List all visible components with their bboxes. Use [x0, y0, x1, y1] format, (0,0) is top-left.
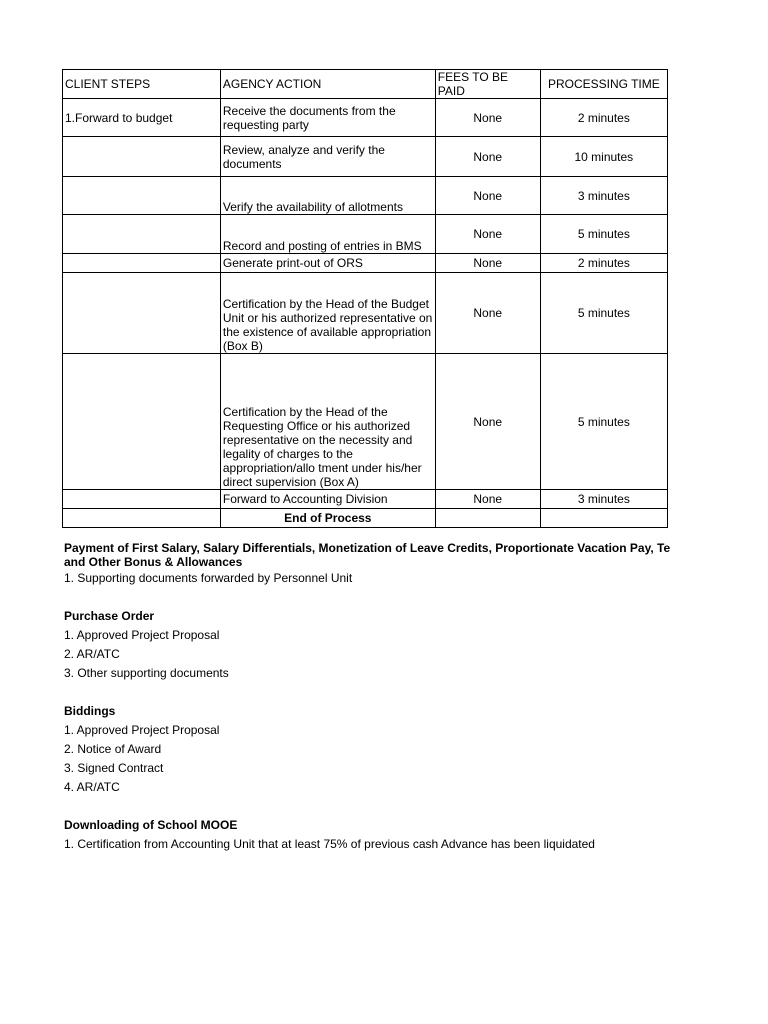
- section-biddings: [64, 702, 768, 797]
- client-step-cell: [63, 490, 221, 509]
- section-heading-continued: and Other Bonus & Allowances: [64, 555, 243, 569]
- agency-action-cell: Certification by the Head of the Requesting Office or his authorized representative on the necessity and legality of charges to the appropriation/allo tment under his/her direct supervision (Box A): [220, 354, 435, 490]
- table-row: [63, 137, 668, 177]
- fee-cell: None: [435, 99, 540, 137]
- time-cell: 3 minutes: [540, 177, 667, 215]
- time-cell: 5 minutes: [540, 215, 667, 254]
- agency-action-cell: Record and posting of entries in BMS: [220, 215, 435, 254]
- agency-action-cell: Review, analyze and verify the documents: [220, 137, 435, 177]
- section-heading: Downloading of School MOOE: [64, 818, 238, 832]
- client-step-cell: 1.Forward to budget: [63, 99, 221, 137]
- agency-action-cell: Forward to Accounting Division: [220, 490, 435, 509]
- agency-action-cell: Receive the documents from the requesting party: [220, 99, 435, 137]
- client-step-cell: [63, 137, 221, 177]
- list-item: 3. Other supporting documents: [64, 666, 229, 680]
- client-step-cell: [63, 177, 221, 215]
- list-item: 3. Signed Contract: [64, 761, 164, 775]
- client-step-cell: [63, 354, 221, 490]
- time-cell: 3 minutes: [540, 490, 667, 509]
- list-item: 4. AR/ATC: [64, 780, 120, 794]
- table-row: [63, 254, 668, 273]
- time-cell: 5 minutes: [540, 354, 667, 490]
- requirements-notes: [64, 541, 768, 854]
- time-cell: 2 minutes: [540, 99, 667, 137]
- end-of-process-label: End of Process: [220, 509, 435, 528]
- time-cell: 10 minutes: [540, 137, 667, 177]
- agency-action-cell: Generate print-out of ORS: [220, 254, 435, 273]
- section-heading: Purchase Order: [64, 609, 155, 623]
- fee-cell: None: [435, 137, 540, 177]
- table-row: [63, 215, 668, 254]
- list-item: 1. Supporting documents forwarded by Personnel Unit: [64, 571, 353, 585]
- section-school-mooe: [64, 816, 768, 854]
- header-processing-time: PROCESSING TIME: [540, 70, 667, 99]
- fee-cell: None: [435, 273, 540, 354]
- table-row: [63, 273, 668, 354]
- section-salary-payments: [64, 541, 768, 588]
- section-heading: Biddings: [64, 704, 116, 718]
- header-fees: FEES TO BE PAID: [435, 70, 540, 99]
- fee-cell: None: [435, 215, 540, 254]
- header-client-steps: CLIENT STEPS: [63, 70, 221, 99]
- agency-action-cell: Certification by the Head of the Budget Unit or his authorized representative on the existence of available appropriation (Box B): [220, 273, 435, 354]
- time-cell: 5 minutes: [540, 273, 667, 354]
- list-item: 2. AR/ATC: [64, 647, 120, 661]
- fee-cell: None: [435, 354, 540, 490]
- fee-cell: None: [435, 490, 540, 509]
- client-step-cell: [63, 215, 221, 254]
- client-step-cell: [63, 273, 221, 354]
- list-item: 1. Approved Project Proposal: [64, 628, 220, 642]
- table-row: [63, 99, 668, 137]
- agency-action-cell: Verify the availability of allotments: [220, 177, 435, 215]
- process-table: [62, 69, 668, 528]
- table-row: [63, 354, 668, 490]
- section-heading: Payment of First Salary, Salary Differentials, Monetization of Leave Credits, Proportionate Vacation Pay, Te: [64, 541, 671, 555]
- section-purchase-order: [64, 607, 768, 683]
- list-item: 1. Approved Project Proposal: [64, 723, 220, 737]
- table-row: [63, 177, 668, 215]
- fee-cell: None: [435, 177, 540, 215]
- list-item: 2. Notice of Award: [64, 742, 162, 756]
- time-cell: 2 minutes: [540, 254, 667, 273]
- client-step-cell: [63, 254, 221, 273]
- fee-cell: None: [435, 254, 540, 273]
- table-row: [63, 490, 668, 509]
- table-header-row: [63, 70, 668, 99]
- list-item: 1. Certification from Accounting Unit that at least 75% of previous cash Advance has been liquidated: [64, 837, 595, 851]
- header-agency-action: AGENCY ACTION: [220, 70, 435, 99]
- table-end-row: [63, 509, 668, 528]
